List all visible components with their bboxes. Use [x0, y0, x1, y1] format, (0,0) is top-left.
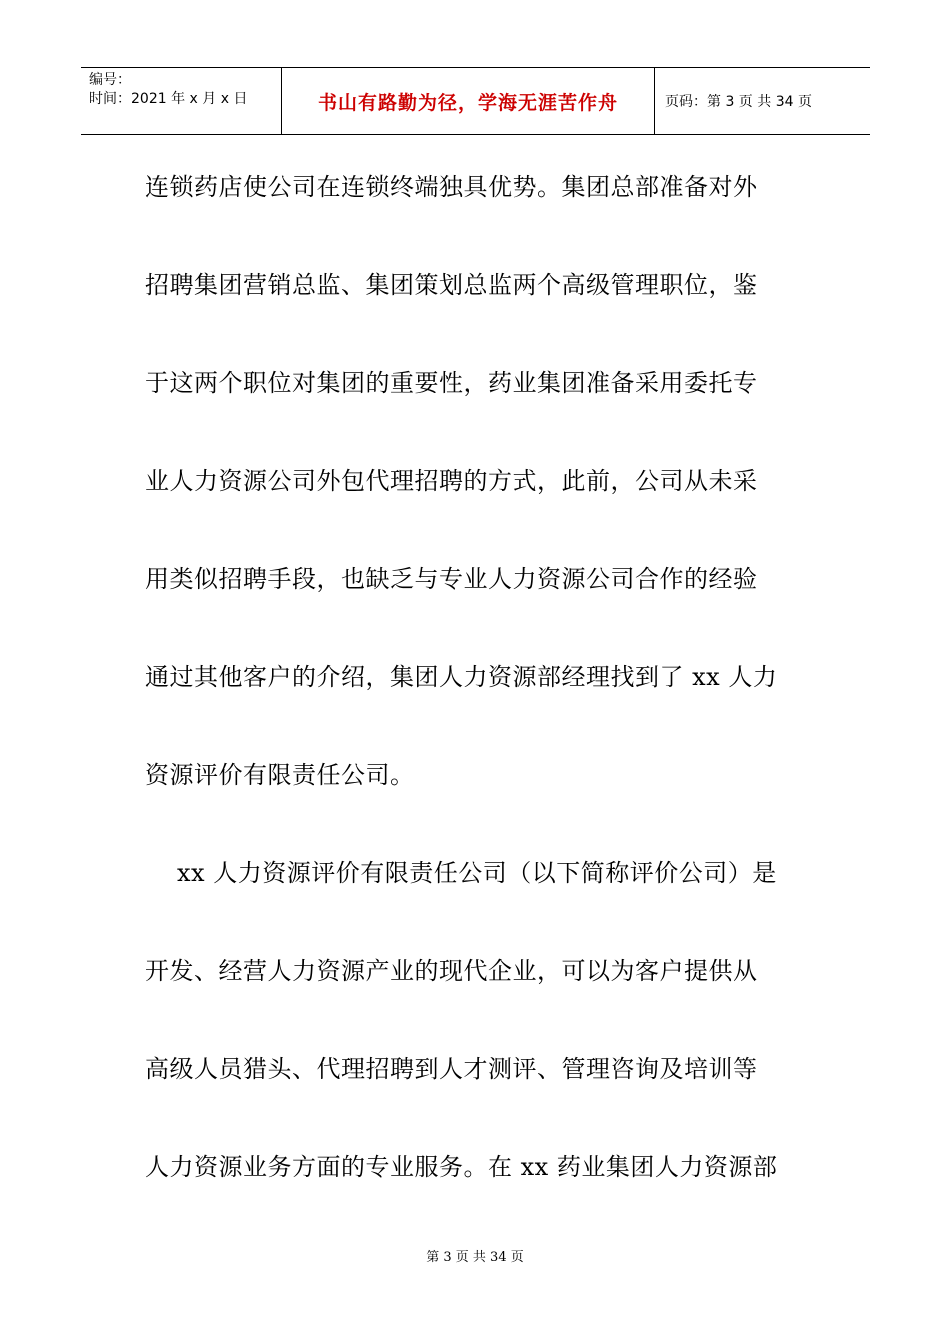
body-line: 连锁药店使公司在连锁终端独具优势。集团总部准备对外 [145, 173, 758, 201]
header-info-cell [81, 68, 282, 134]
body-line: 开发、经营人力资源产业的现代企业，可以为客户提供从 [145, 957, 758, 985]
body-line: 人力资源业务方面的专业服务。在 xx 药业集团人力资源部 [145, 1153, 778, 1181]
header-page-cell [655, 68, 870, 134]
body-line: 高级人员猎头、代理招聘到人才测评、管理咨询及培训等 [145, 1055, 758, 1083]
document-body [145, 155, 815, 1233]
document-date-label: 时间：2021 年 x 月 x 日 [89, 91, 248, 107]
body-line: 资源评价有限责任公司。 [145, 761, 415, 789]
body-line: xx 人力资源评价有限责任公司（以下简称评价公司）是 [177, 859, 777, 887]
body-line: 于这两个职位对集团的重要性，药业集团准备采用委托专 [145, 369, 758, 397]
document-number-label: 编号： [89, 72, 131, 88]
header-page-code: 页码：第 3 页 共 34 页 [665, 94, 812, 110]
footer-page-number: 第 3 页 共 34 页 [426, 1250, 524, 1265]
body-line: 通过其他客户的介绍，集团人力资源部经理找到了 xx 人力 [145, 663, 778, 691]
document-header [81, 67, 870, 135]
body-line: 招聘集团营销总监、集团策划总监两个高级管理职位，鉴 [145, 271, 758, 299]
body-line: 业人力资源公司外包代理招聘的方式，此前，公司从未采 [145, 467, 758, 495]
header-motto-cell [282, 68, 655, 134]
body-line: 用类似招聘手段，也缺乏与专业人力资源公司合作的经验 [145, 565, 758, 593]
header-motto: 书山有路勤为径，学海无涯苦作舟 [317, 91, 618, 114]
page-footer [0, 1246, 950, 1265]
